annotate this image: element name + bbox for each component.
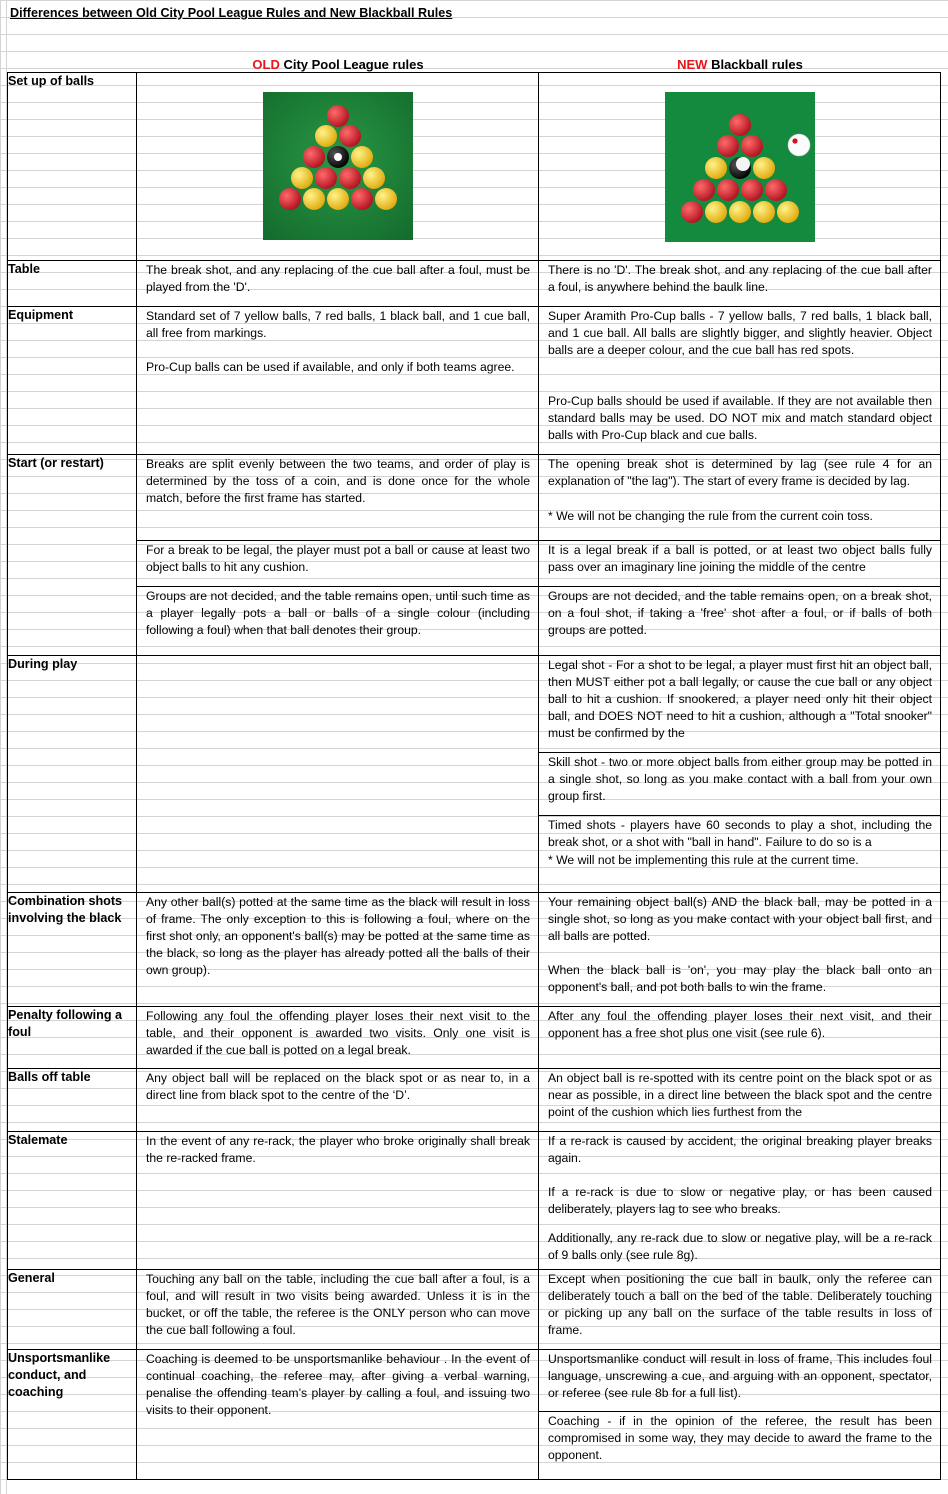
spacer — [539, 945, 940, 962]
yellow-ball — [327, 188, 349, 210]
old-rule-text: Pro-Cup balls can be used if available, and only if both teams agree. — [146, 360, 515, 374]
new-cell — [539, 307, 941, 455]
new-rule-text: Skill shot - two or more object balls from either group may be potted in a single shot, so long as you make contact with a ball from your own group first. — [539, 752, 940, 815]
table-row-stalemate — [8, 1132, 941, 1270]
old-cell — [137, 1132, 539, 1270]
red-ball — [717, 179, 739, 201]
ball-highlight — [736, 157, 750, 171]
yellow-ball — [753, 157, 775, 179]
old-rack-photo — [263, 92, 413, 240]
spacer — [539, 1167, 940, 1184]
new-cell — [539, 261, 941, 307]
new-rule-text: Legal shot - For a shot to be legal, a player must first hit an object ball, then MUST either pot a ball legally, or cause the cue ball or any object ball to hit a cushion. If snookered, a player need only hit their object ball, and DOES NOT need to hit a cushion, although a "Total snooker" must be confirmed by the — [548, 658, 932, 740]
row-label: During play — [8, 656, 137, 893]
yellow-ball — [351, 146, 373, 168]
table-row-combination — [8, 893, 941, 1007]
old-rule-text: Touching any ball on the table, including the cue ball after a foul, is a foul, and will result in two visits being awarded. Unless it is in the bucket, or off the table, the referee is the ONLY person who can move the cue ball following a foul. — [146, 1272, 530, 1337]
red-ball — [717, 135, 739, 157]
old-cell — [137, 261, 539, 307]
old-rule-text: Any object ball will be replaced on the black spot or as near to, in a direct line from black spot to the centre of the ‘D’. — [146, 1071, 530, 1102]
old-rule-text: Coaching is deemed to be unsportsmanlike behaviour . In the event of continual coaching, the referee may, after giving a verbal warning, penalise the offending team’s player by calling a foul, and issuing two visits to their opponent. — [146, 1352, 530, 1417]
old-cell — [137, 1007, 539, 1069]
row-label: Balls off table — [8, 1069, 137, 1132]
document-title: Differences between Old City Pool League Rules and New Blackball Rules — [10, 6, 453, 20]
rules-comparison-table — [7, 72, 941, 1480]
old-rule-text: Following any foul the offending player loses their next visit to the table, and their opponent is awarded two visits. Only one visit is awarded if the cue ball is potted on a legal break. — [146, 1009, 530, 1057]
new-rule-text: The opening break shot is determined by lag (see rule 4 for an explanation of "the lag"). The start of every frame is decided by lag. — [548, 457, 932, 488]
spacer — [539, 1218, 940, 1230]
old-cell — [137, 656, 539, 893]
yellow-ball — [303, 188, 325, 210]
new-rule-text: Pro-Cup balls should be used if available. If they are not available then standard balls may be used. DO NOT mix and match standard object balls with Pro-Cup black and cue balls. — [548, 394, 932, 442]
new-rule-text: If a re-rack is due to slow or negative play, or has been caused deliberately, players lag to see who breaks. — [548, 1185, 932, 1216]
old-cell — [137, 307, 539, 455]
yellow-ball — [729, 201, 751, 223]
new-cell — [539, 893, 941, 1007]
row-label: Unsportsmanlike conduct, and coaching — [8, 1350, 137, 1480]
new-rule-text: An object ball is re-spotted with its centre point on the black spot or as near as possible, in a direct line between the black spot and the centre point of the cushion which lies furthest from the — [548, 1071, 932, 1119]
new-cell — [539, 656, 941, 893]
row-label: Penalty following a foul — [8, 1007, 137, 1069]
old-cell — [137, 73, 539, 261]
table-row-general — [8, 1270, 941, 1350]
new-header-text: Blackball rules — [707, 57, 803, 72]
red-ball — [303, 146, 325, 168]
new-rule-text: After any foul the offending player loses their next visit, and their opponent has a free shot plus one visit (see rule 6). — [548, 1009, 932, 1040]
row-label: Table — [8, 261, 137, 307]
new-rule-text: Your remaining object ball(s) AND the black ball, may be potted in a single shot, so long as you make contact with your object ball first, and all balls are potted. — [548, 895, 932, 943]
yellow-ball — [291, 167, 313, 189]
yellow-ball — [705, 201, 727, 223]
eight-spot — [334, 153, 342, 161]
new-rule-text: Groups are not decided, and the table remains open, on a break shot, on a foul shot, if taking a 'free' shot after a foul, or if balls of both groups are potted. — [539, 586, 940, 650]
yellow-ball — [753, 201, 775, 223]
yellow-ball — [375, 188, 397, 210]
old-cell — [137, 1069, 539, 1132]
old-rule-text: Standard set of 7 yellow balls, 7 red balls, 1 black ball, and 1 cue ball, all free from markings. — [146, 309, 530, 340]
table-row-start — [8, 455, 941, 656]
red-ball — [681, 201, 703, 223]
red-ball — [693, 179, 715, 201]
table-row-balls-off — [8, 1069, 941, 1132]
row-label: Set up of balls — [8, 73, 137, 261]
red-ball — [315, 167, 337, 189]
row-label: General — [8, 1270, 137, 1350]
row-label: Equipment — [8, 307, 137, 455]
red-ball — [765, 179, 787, 201]
red-ball — [327, 105, 349, 127]
cue-ball-spot — [792, 138, 797, 143]
new-rule-text: When the black ball is 'on', you may play the black ball onto an opponent's ball, and pot both balls to win the frame. — [548, 963, 932, 994]
new-rule-text: Additionally, any re-rack due to slow or negative play, will be a re-rack of 9 balls only (see rule 8g). — [548, 1231, 932, 1262]
new-rule-note: * We will not be implementing this rule at the current time. — [548, 853, 859, 867]
old-rule-text: Groups are not decided, and the table remains open, until such time as a player legally pots a ball or balls of a single colour (including following a foul) when that ball denotes their group. — [137, 586, 538, 650]
yellow-ball — [777, 201, 799, 223]
cue-ball — [788, 134, 810, 156]
table-row-penalty — [8, 1007, 941, 1069]
spacer — [137, 342, 538, 359]
old-highlight: OLD — [252, 57, 280, 72]
red-ball — [279, 188, 301, 210]
new-cell — [539, 1270, 941, 1350]
red-ball — [339, 125, 361, 147]
new-cell — [539, 73, 941, 261]
new-cell — [539, 1007, 941, 1069]
old-header-text: City Pool League rules — [279, 57, 424, 72]
new-cell — [539, 1132, 941, 1270]
new-rule-text: Except when positioning the cue ball in baulk, only the referee can deliberately touch a ball on the bed of the table. Deliberately touching or picking up any ball on the surface of the table results in loss of frame. — [548, 1272, 932, 1337]
old-rule-text: Any other ball(s) potted at the same time as the black will result in loss of frame. The only exception to this is following a foul, where on the first shot only, an opponent's ball(s) may be potted at the same time as the black, so long as the player has already potted all the balls of their own group). — [146, 895, 530, 977]
yellow-ball — [363, 167, 385, 189]
new-rules-header — [540, 57, 940, 72]
new-rack-photo — [665, 92, 815, 242]
row-label: Start (or restart) — [8, 455, 137, 656]
old-rule-text: The break shot, and any replacing of the cue ball after a foul, must be played from the 'D'. — [146, 263, 530, 294]
red-ball — [741, 179, 763, 201]
new-highlight: NEW — [677, 57, 708, 72]
old-cell — [137, 1350, 539, 1480]
yellow-ball — [315, 125, 337, 147]
old-rule-text: Breaks are split evenly between the two teams, and order of play is determined by the toss of a coin, and is done once for the whole match, before the first frame has started. — [146, 457, 530, 505]
yellow-ball — [705, 157, 727, 179]
new-cell — [539, 1069, 941, 1132]
old-cell — [137, 893, 539, 1007]
red-ball — [351, 188, 373, 210]
new-rule-text: Super Aramith Pro-Cup balls - 7 yellow balls, 7 red balls, 1 black ball, and 1 cue ball. All balls are slightly bigger, and slightly heavier. Object balls are a deeper colour, and the cue ball has red spots. — [548, 309, 932, 357]
old-rule-text: For a break to be legal, the player must pot a ball or cause at least two object balls to hit any cushion. — [137, 540, 538, 586]
new-rule-text: There is no 'D'. The break shot, and any replacing of the cue ball after a foul, is anywhere behind the baulk line. — [548, 263, 932, 294]
old-rule-text: In the event of any re-rack, the player who broke originally shall break the re-racked frame. — [146, 1134, 530, 1165]
spacer — [539, 376, 940, 393]
row-label: Stalemate — [8, 1132, 137, 1270]
old-cell — [137, 455, 539, 656]
new-rule-text: Coaching - if in the opinion of the referee, the result has been compromised in some way, they may decide to award the frame to the opponent. — [539, 1411, 940, 1464]
table-row-setup — [8, 73, 941, 261]
row-label: Combination shots involving the black — [8, 893, 137, 1007]
new-rule-text: It is a legal break if a ball is potted, or at least two object balls fully pass over an imaginary line joining the middle of the centre — [539, 540, 940, 586]
new-rule-text: Timed shots - players have 60 seconds to play a shot, including the break shot, or a shot with "ball in hand". Failure to do so is a — [539, 815, 940, 851]
new-rule-text: Unsportsmanlike conduct will result in loss of frame, This includes foul language, unscrewing a cue, and arguing with an opponent, spectator, or referee (see rule 8b for a full list). — [548, 1352, 932, 1400]
table-row-table — [8, 261, 941, 307]
table-row-during-play — [8, 656, 941, 893]
new-cell — [539, 1350, 941, 1480]
new-cell — [539, 455, 941, 656]
red-ball — [741, 135, 763, 157]
table-row-equipment — [8, 307, 941, 455]
red-ball — [339, 167, 361, 189]
red-ball — [729, 114, 751, 136]
new-rule-note: * We will not be changing the rule from the current coin toss. — [548, 509, 873, 523]
old-cell — [137, 1270, 539, 1350]
old-rules-header — [137, 57, 539, 72]
table-row-unsportsmanlike — [8, 1350, 941, 1480]
new-rule-text: If a re-rack is caused by accident, the original breaking player breaks again. — [548, 1134, 932, 1165]
